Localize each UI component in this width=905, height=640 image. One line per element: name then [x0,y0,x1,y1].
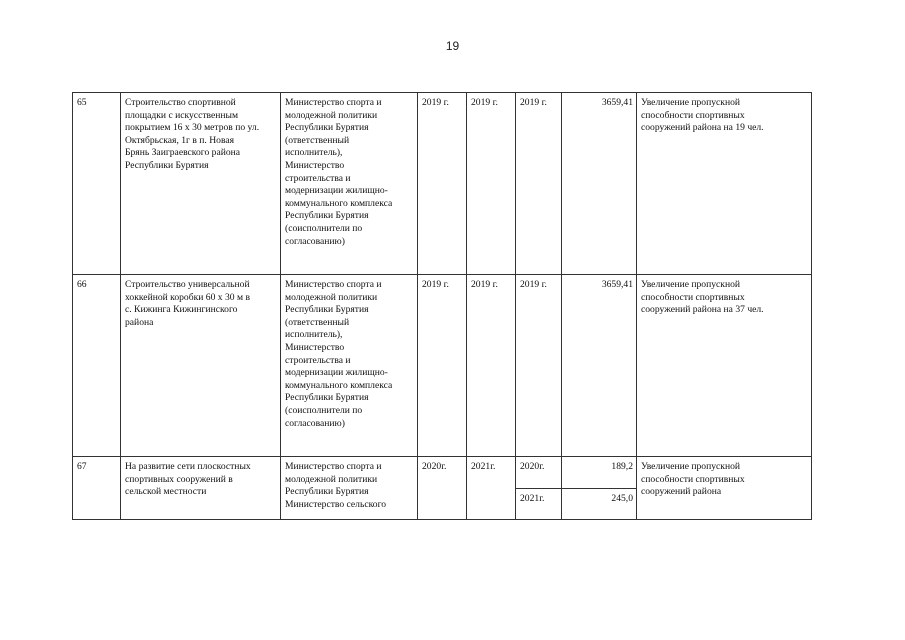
funding-amounts [562,457,637,520]
executor: Министерство спорта и молодежной политики Республики Бурятия Министерство сельского [281,457,418,520]
page-number: 19 [445,39,460,53]
row-number: 65 [73,93,121,275]
row-number: 66 [73,275,121,457]
measures-table [72,92,812,520]
funding-year: 2019 г. [516,93,562,275]
executor: Министерство спорта и молодежной политики Республики Бурятия (ответственный исполнитель), Министерство строительства и модернизации жилищно- коммунального комплекса Республики Бурятия (соисполнители по согласованию) [281,275,418,457]
funding-amount: 3659,41 [562,93,637,275]
end-year: 2019 г. [467,93,516,275]
funding-amount: 3659,41 [562,275,637,457]
funding-year: 2021г. [516,488,561,519]
funding-amount: 189,2 [611,461,633,472]
funding-year: 2020г. [520,461,545,472]
start-year: 2019 г. [418,275,467,457]
executor: Министерство спорта и молодежной политики Республики Бурятия (ответственный исполнитель), Министерство строительства и модернизации жилищно- коммунального комплекса Республики Бурятия (соисполнители по согласованию) [281,93,418,275]
start-year: 2019 г. [418,93,467,275]
end-year: 2019 г. [467,275,516,457]
measure-name: На развитие сети плоскостных спортивных сооружений в сельской местности [121,457,281,520]
measure-name: Строительство спортивной площадки с искусственным покрытием 16 х 30 метров по ул. Октябрьская, 1г в п. Новая Брянь Заиграевского района Республики Бурятия [121,93,281,275]
funding-years [516,457,562,520]
start-year: 2020г. [418,457,467,520]
end-year: 2021г. [467,457,516,520]
table-row [73,457,812,520]
expected-result: Увеличение пропускной способности спортивных сооружений района на 37 чел. [637,275,812,457]
table-row [73,93,812,275]
row-number: 67 [73,457,121,520]
funding-amount: 245,0 [562,488,636,519]
table-row [73,275,812,457]
measure-name: Строительство универсальной хоккейной коробки 60 х 30 м в с. Кижинга Кижингинского района [121,275,281,457]
funding-year: 2019 г. [516,275,562,457]
expected-result: Увеличение пропускной способности спортивных сооружений района [637,457,812,520]
expected-result: Увеличение пропускной способности спортивных сооружений района на 19 чел. [637,93,812,275]
